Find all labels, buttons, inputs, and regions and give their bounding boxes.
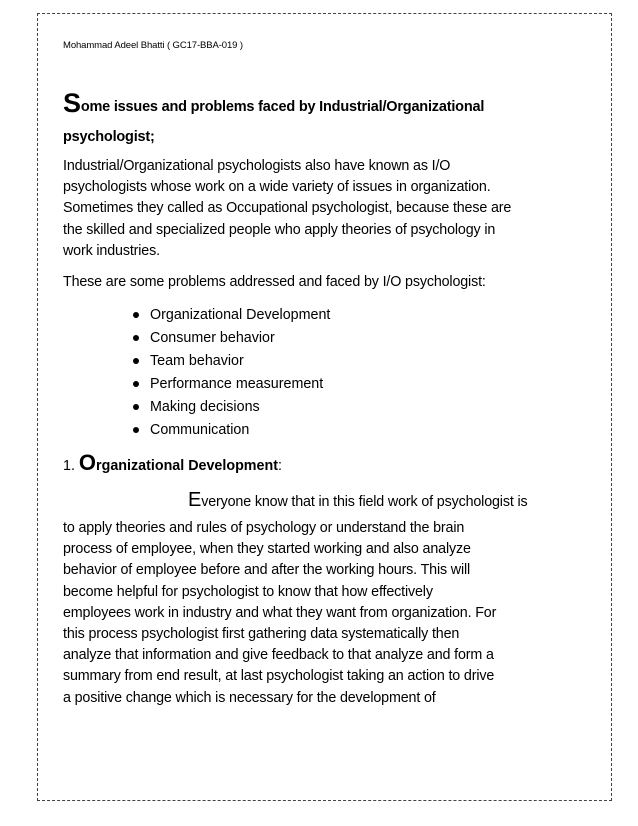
paragraph-line: process of employee, when they started working and also analyze — [63, 541, 471, 558]
list-item: Organizational Development — [133, 304, 330, 327]
paragraph-line: behavior of employee before and after the working hours. This will — [63, 562, 471, 579]
section-colon: : — [277, 458, 282, 474]
section-title-text: rganizational Development — [96, 458, 278, 474]
list-item: Performance measurement — [133, 373, 330, 396]
paragraph-line: become helpful for psychologist to know that how effectively — [63, 583, 433, 600]
paragraph-line: this process psychologist first gathering data systematically then — [63, 626, 460, 643]
section-number: 1. — [63, 458, 75, 474]
section-title — [63, 450, 282, 476]
problems-intro: These are some problems addressed and faced by I/O psychologist: — [63, 274, 486, 290]
paragraph-line: a positive change which is necessary for the development of — [63, 689, 436, 706]
list-item: Consumer behavior — [133, 327, 330, 350]
list-item: Making decisions — [133, 396, 330, 419]
list-item: Team behavior — [133, 350, 330, 373]
problems-list — [133, 304, 330, 442]
paragraph-line: analyze that information and give feedback to that analyze and form a — [63, 647, 494, 664]
heading-dropcap: S — [63, 88, 81, 118]
section-paragraph — [63, 518, 573, 709]
paragraph-line: summary from end result, at last psychologist taking an action to drive — [63, 668, 495, 685]
paragraph-dropcap: E — [188, 489, 202, 511]
intro-line: the skilled and specialized people who apply theories of psychology in — [63, 221, 496, 238]
intro-line: Industrial/Organizational psychologists also have known as I/O — [63, 158, 451, 174]
heading-line1: ome issues and problems faced by Industrial/Organizational — [80, 99, 485, 115]
section-dropcap: O — [78, 450, 97, 475]
paragraph-line: to apply theories and rules of psychology or understand the brain — [63, 520, 465, 536]
intro-line: Sometimes they called as Occupational psychologist, because these are — [63, 200, 512, 217]
intro-line: psychologists whose work on a wide variety of issues in organization. — [63, 179, 491, 196]
intro-paragraph — [63, 156, 573, 262]
page-header: Mohammad Adeel Bhatti ( GC17-BBA-019 ) — [63, 40, 243, 51]
section-first-line — [188, 489, 528, 512]
first-line-text: veryone know that in this field work of psychologist is — [201, 494, 528, 510]
heading-line2: psychologist; — [63, 129, 155, 145]
document-heading — [63, 86, 573, 154]
paragraph-line: employees work in industry and what they want from organization. For — [63, 604, 497, 621]
intro-line: work industries. — [63, 242, 160, 259]
list-item: Communication — [133, 419, 330, 442]
